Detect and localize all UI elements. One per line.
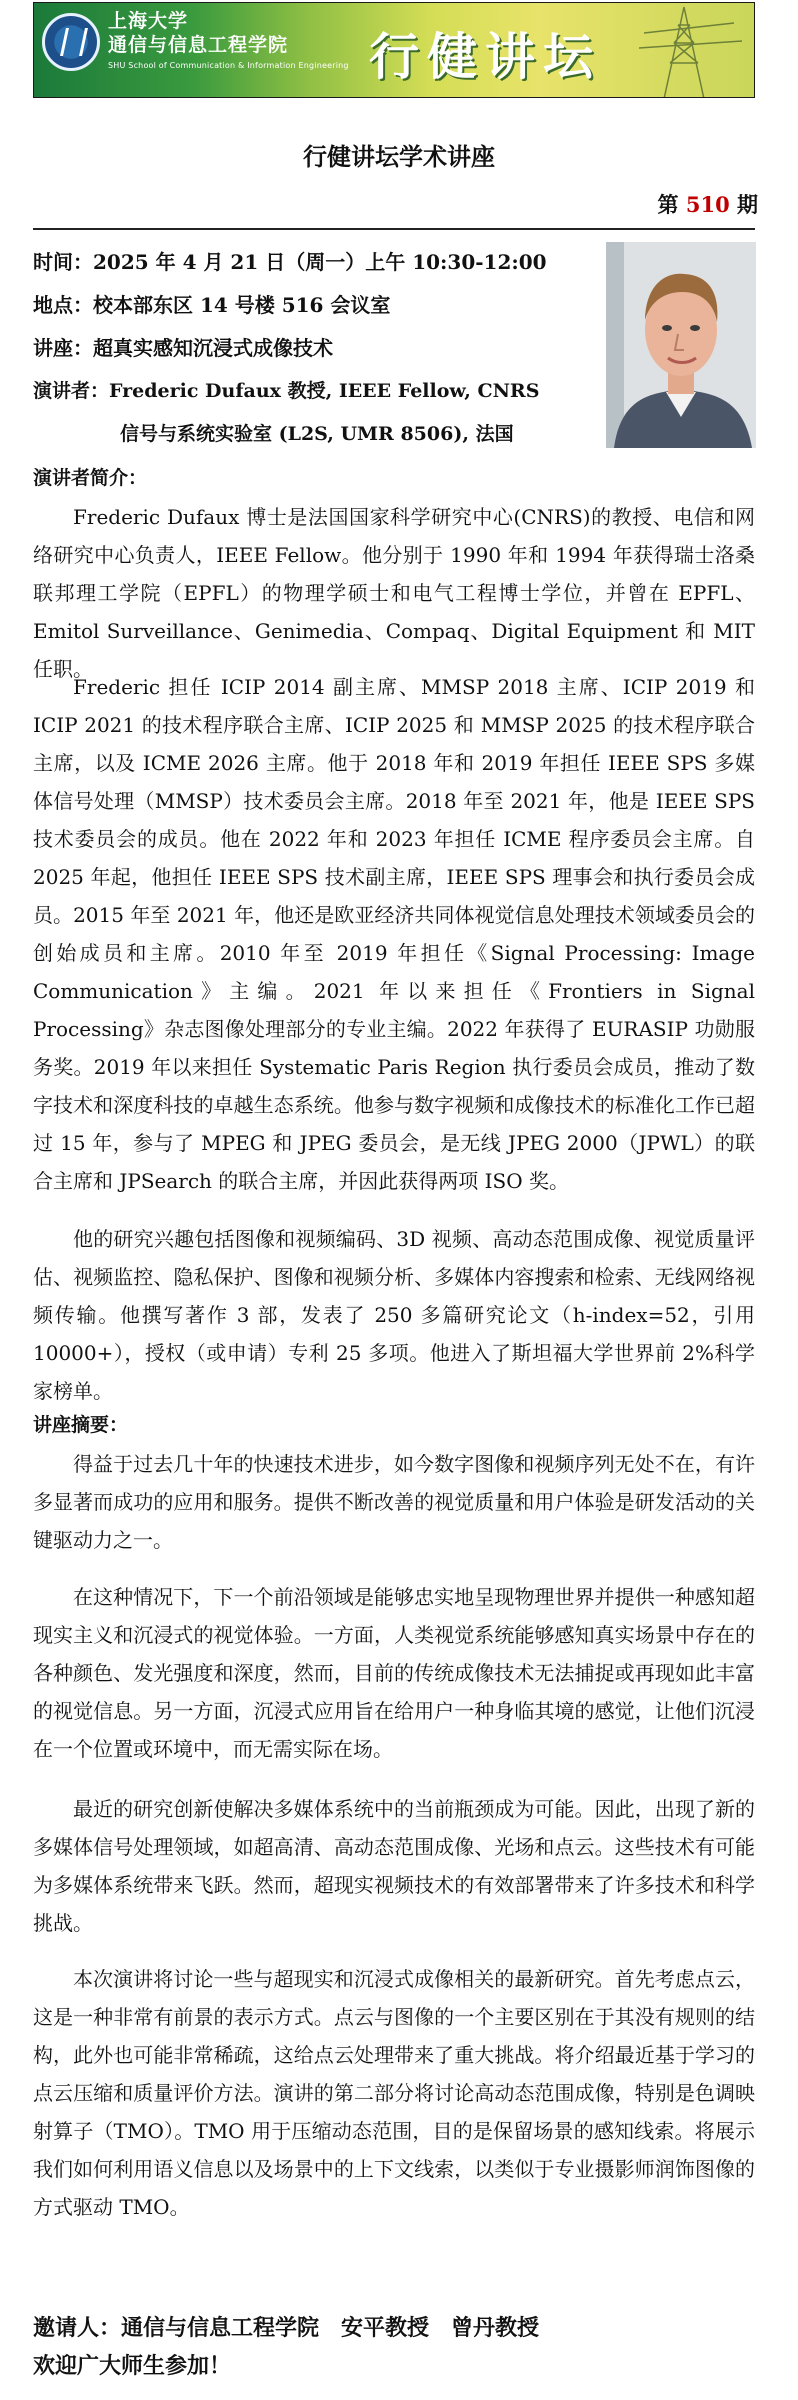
talk-title: 超真实感知沉浸式成像技术 [93, 336, 333, 360]
bio-heading: 演讲者简介： [33, 467, 148, 489]
time-value: 2025 年 4 月 21 日（周一）上午 10:30-12:00 [93, 250, 547, 274]
divider-top [33, 228, 755, 230]
brand-title: 行健讲坛 [369, 28, 601, 86]
speaker-name: Frederic Dufaux 教授, IEEE Fellow, CNRS [109, 380, 540, 402]
issue-prefix: 第 [657, 192, 679, 217]
abstract-paragraph-3: 最近的研究创新使解决多媒体系统中的当前瓶颈成为可能。因此，出现了新的多媒体信号处理领域，如超高清、高动态范围成像、光场和点云。这些技术有可能为多媒体系统带来飞跃。然而，超现实视频技术的有效部署带来了许多技术和科学挑战。 [33, 1797, 755, 1935]
time-label: 时间： [33, 250, 93, 274]
school-name-line1: 上海大学 [108, 10, 189, 32]
university-logo-icon [42, 13, 100, 71]
speaker-label: 演讲者： [33, 380, 110, 402]
abstract-paragraph-1: 得益于过去几十年的快速技术进步，如今数字图像和视频序列无处不在，有许多显著而成功的应用和服务。提供不断改善的视觉质量和用户体验是研发活动的关键驱动力之一。 [33, 1452, 755, 1552]
bio-paragraph-1: Frederic Dufaux 博士是法国国家科学研究中心(CNRS)的教授、电信和网络研究中心负责人，IEEE Fellow。他分别于 1990 年和 1994 年获得瑞士洛桑联邦理工学院（EPFL）的物理学硕士和电气工程博士学位，并曾在 EPFL、Emitol Surveillance、Genimedia、Compaq、Digital Equipment 和 MIT 任职。 [33, 505, 755, 681]
school-name-line2: 通信与信息工程学院 [108, 34, 289, 56]
school-name-en: SHU School of Communication & Information Engineering [108, 61, 349, 70]
speaker-line [33, 376, 539, 406]
inviter-line: 邀请人：通信与信息工程学院 安平教授 曾丹教授 [33, 2315, 540, 2341]
abstract-heading: 讲座摘要： [33, 1414, 129, 1436]
speaker-portrait-icon [606, 242, 756, 448]
speaker-photo [606, 242, 756, 448]
issue-number [658, 189, 758, 219]
header-banner [33, 2, 755, 98]
tower-decoration-icon [624, 3, 744, 98]
talk-label: 讲座： [33, 336, 93, 360]
time-line [33, 247, 547, 277]
welcome-line: 欢迎广大师生参加！ [33, 2353, 232, 2379]
bio-paragraph-2: Frederic 担任 ICIP 2014 副主席、MMSP 2018 主席、ICIP 2019 和 ICIP 2021 的技术程序联合主席、ICIP 2025 和 MMSP 2025 的技术程序联合主席，以及 ICME 2026 主席。他于 2018 年和 2019 年担任 IEEE SPS 多媒体信号处理（MMSP）技术委员会主席。2018 年至 2021 年，他是 IEEE SPS 技术委员会的成员。他在 2022 年和 2023 年担任 ICME 程序委员会主席。自 2025 年起，他担任 IEEE SPS 技术副主席，IEEE SPS 理事会和执行委员会成员。2015 年至 2021 年，他还是欧亚经济共同体视觉信息处理技术领域委员会的创始成员和主席。2010 年至 2019 年担任《Signal Processing: Image Communication》主编。2021 年以来担任《Frontiers in Signal Processing》杂志图像处理部分的专业主编。2022 年获得了 EURASIP 功勋服务奖。2019 年以来担任 Systematic Paris Region 执行委员会成员，推动了数字技术和深度科技的卓越生态系统。他参与数字视频和成像技术的标准化工作已超过 15 年，参与了 MPEG 和 JPEG 委员会，是无线 JPEG 2000（JPWL）的联合主席和 JPSearch 的联合主席，并因此获得两项 ISO 奖。 [33, 675, 755, 1193]
bio-paragraph-3: 他的研究兴趣包括图像和视频编码、3D 视频、高动态范围成像、视觉质量评估、视频监控、隐私保护、图像和视频分析、多媒体内容搜索和检索、无线网络视频传输。他撰写著作 3 部，发表了 250 多篇研究论文（h-index=52，引用 10000+），授权（或申请）专利 25 多项。他进入了斯坦福大学世界前 2%科学家榜单。 [33, 1227, 755, 1403]
speaker-affiliation: 信号与系统实验室 (L2S, UMR 8506), 法国 [120, 423, 514, 445]
issue-value: 510 [685, 192, 730, 217]
school-name [108, 9, 288, 57]
place-label: 地点： [33, 293, 93, 317]
abstract-paragraph-2: 在这种情况下，下一个前沿领域是能够忠实地呈现物理世界并提供一种感知超现实主义和沉浸式的视觉体验。一方面，人类视觉系统能够感知真实场景中存在的各种颜色、发光强度和深度，然而，目前的传统成像技术无法捕捉或再现如此丰富的视觉信息。另一方面，沉浸式应用旨在给用户一种身临其境的感觉，让他们沉浸在一个位置或环境中，而无需实际在场。 [33, 1585, 755, 1761]
abstract-paragraph-4: 本次演讲将讨论一些与超现实和沉浸式成像相关的最新研究。首先考虑点云，这是一种非常有前景的表示方式。点云与图像的一个主要区别在于其没有规则的结构，此外也可能非常稀疏，这给点云处理带来了重大挑战。将介绍最近基于学习的点云压缩和质量评价方法。演讲的第二部分将讨论高动态范围成像，特别是色调映射算子（TMO）。TMO 用于压缩动态范围，目的是保留场景的感知线索。将展示我们如何利用语义信息以及场景中的上下文线索，以类似于专业摄影师润饰图像的方式驱动 TMO。 [33, 1967, 755, 2219]
talk-line [33, 333, 333, 363]
issue-suffix: 期 [737, 192, 758, 217]
page-title: 行健讲坛学术讲座 [303, 142, 495, 171]
place-value: 校本部东区 14 号楼 516 会议室 [93, 293, 391, 317]
place-line [33, 290, 390, 320]
